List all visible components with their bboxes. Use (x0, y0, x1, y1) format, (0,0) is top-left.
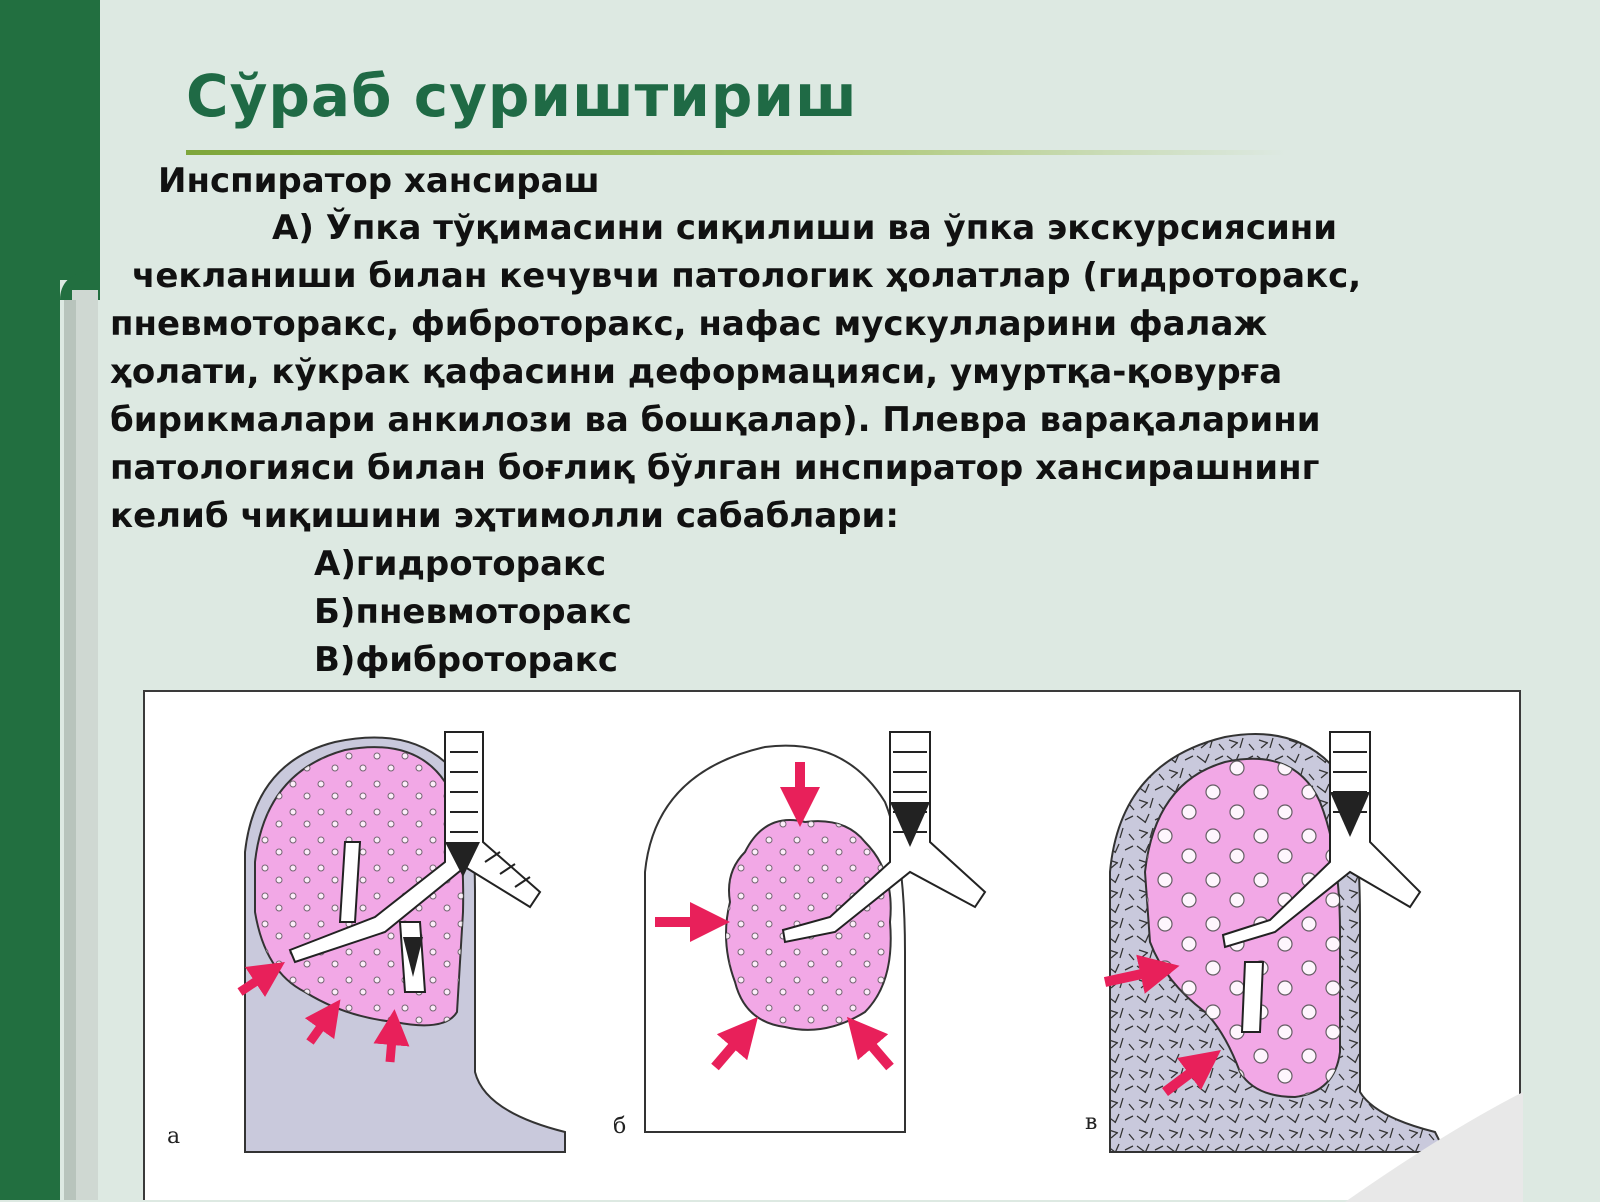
panel-b-pneumothorax (645, 732, 985, 1132)
paragraph-line-6: патологияси билан боғлиқ бўлган инспиратор хансирашнинг (110, 448, 1320, 488)
list-item-fibrothorax: В)фиброторакс (314, 640, 619, 680)
paragraph-line-1: А) Ўпка тўқимасини сиқилиши ва ўпка экскурсиясини (272, 208, 1338, 248)
paragraph-line-2: чекланиши билан кечувчи патологик ҳолатлар (гидроторакс, (132, 256, 1362, 296)
panel-label-c: в (1085, 1110, 1098, 1135)
subtitle: Инспиратор хансираш (158, 161, 600, 201)
lung-diagrams (145, 692, 1523, 1202)
panel-label-a: а (167, 1124, 181, 1149)
left-accent-bar (0, 0, 100, 1200)
paragraph-line-7: келиб чиқишини эҳтимолли сабаблари: (110, 496, 899, 536)
list-item-pneumothorax: Б)пневмоторакс (314, 592, 632, 632)
paragraph-line-3: пневмоторакс, фиброторакс, нафас мускулларини фалаж (110, 304, 1268, 344)
panel-a-hydrothorax (240, 732, 565, 1152)
paragraph-line-5: бирикмалари анкилози ва бошқалар). Плевра варақаларини (110, 400, 1321, 440)
list-item-hydrothorax: А)гидроторакс (314, 544, 607, 584)
slide-title: Сўраб суриштириш (186, 62, 858, 130)
panel-c-fibrothorax (1105, 732, 1445, 1152)
accent-bar-shape (0, 0, 100, 1200)
panel-label-b: б (613, 1114, 627, 1139)
paragraph-line-4: ҳолати, кўкрак қафасини деформацияси, умуртқа-қовурға (110, 352, 1283, 392)
title-underline (186, 150, 1286, 155)
lung-illustration-figure (143, 690, 1521, 1200)
